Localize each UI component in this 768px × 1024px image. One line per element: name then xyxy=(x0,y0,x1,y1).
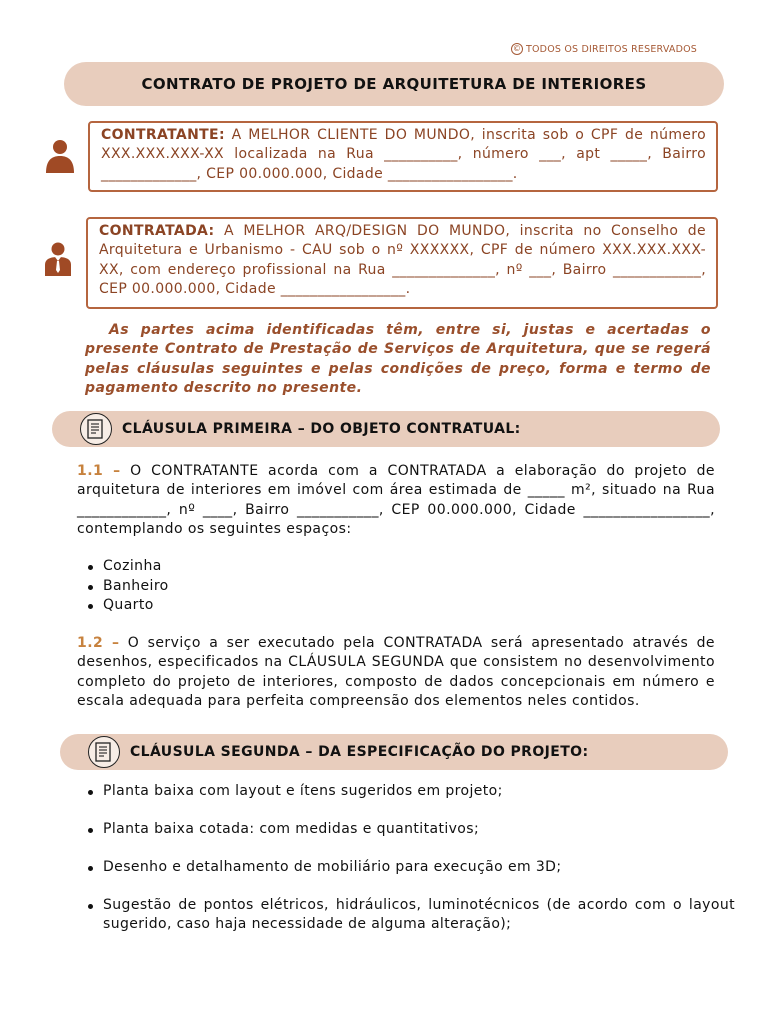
contratante-text: A MELHOR CLIENTE DO MUNDO, inscrita sob o CPF de número XXX.XXX.XXX-XX localizada na Rua __________, número ___, apt _____, Bairro _____________, CEP 00.000.000, Cidade _________________. xyxy=(101,127,706,182)
document-title: CONTRATO DE PROJETO DE ARQUITETURA DE INTERIORES xyxy=(141,75,647,93)
document-title-banner xyxy=(64,62,724,106)
businessperson-icon xyxy=(45,242,71,276)
list-item: Planta baixa cotada: com medidas e quantitativos; xyxy=(103,820,735,839)
contratante-box xyxy=(88,121,718,192)
list-item: Sugestão de pontos elétricos, hidráulicos, luminotécnicos (de acordo com o layout sugerido, caso haja necessidade de alguma alteração); xyxy=(103,896,735,935)
contratante-label: CONTRATANTE: xyxy=(101,127,225,143)
clause-two-title: CLÁUSULA SEGUNDA – DA ESPECIFICAÇÃO DO PROJETO: xyxy=(130,744,589,760)
spaces-list xyxy=(103,557,169,616)
list-item: Desenho e detalhamento de mobiliário para execução em 3D; xyxy=(103,858,735,877)
clause-one-title: CLÁUSULA PRIMEIRA – DO OBJETO CONTRATUAL: xyxy=(122,421,521,437)
list-item: Cozinha xyxy=(103,557,169,577)
clause-1-1-text: O CONTRATANTE acorda com a CONTRATADA a elaboração do projeto de arquitetura de interiores em imóvel com área estimada de _____ m², situado na Rua ____________, nº ____, Bairro ___________, CEP 00.000.000, Cidade _________________, contemplando os seguintes espaços: xyxy=(77,463,715,537)
person-icon xyxy=(45,139,75,173)
copyright-text: TODOS OS DIREITOS RESERVADOS xyxy=(526,43,698,55)
clause-1-2-text: O serviço a ser executado pela CONTRATADA será apresentado através de desenhos, especificados na CLÁUSULA SEGUNDA que consistem no desenvolvimento completo do projeto de interiores, composto de dados concepcionais em número e escala adequada para perfeita compreensão dos elementos neles contidos. xyxy=(77,635,715,709)
document-icon xyxy=(88,736,120,768)
contratada-box xyxy=(86,217,718,309)
clause-1-2-paragraph xyxy=(77,634,715,711)
copyright-notice xyxy=(511,43,697,55)
intro-paragraph: As partes acima identificadas têm, entre si, justas e acertadas o presente Contrato de Prestação de Serviços de Arquitetura, que se regerá pelas cláusulas seguintes e pelas condições de preço, forma e termo de pagamento descrito no presente. xyxy=(85,322,711,396)
clause-1-1-number: 1.1 – xyxy=(77,463,121,479)
contratada-label: CONTRATADA: xyxy=(99,223,215,239)
clause-1-2-number: 1.2 – xyxy=(77,635,120,651)
document-icon xyxy=(80,413,112,445)
list-item: Banheiro xyxy=(103,577,169,597)
clause-one-banner xyxy=(52,411,720,447)
clause-two-banner xyxy=(60,734,728,770)
clause-1-1-paragraph xyxy=(77,462,715,539)
list-item: Quarto xyxy=(103,596,169,616)
copyright-icon: © xyxy=(512,44,522,53)
contratada-text: A MELHOR ARQ/DESIGN DO MUNDO, inscrita no Conselho de Arquitetura e Urbanismo - CAU sob o nº XXXXXX, CPF de número XXX.XXX.XXX-XX, com endereço profissional na Rua ______________, nº ___, Bairro ____________, CEP 00.000.000, Cidade _________________. xyxy=(99,223,706,297)
list-item: Planta baixa com layout e ítens sugeridos em projeto; xyxy=(103,782,735,801)
